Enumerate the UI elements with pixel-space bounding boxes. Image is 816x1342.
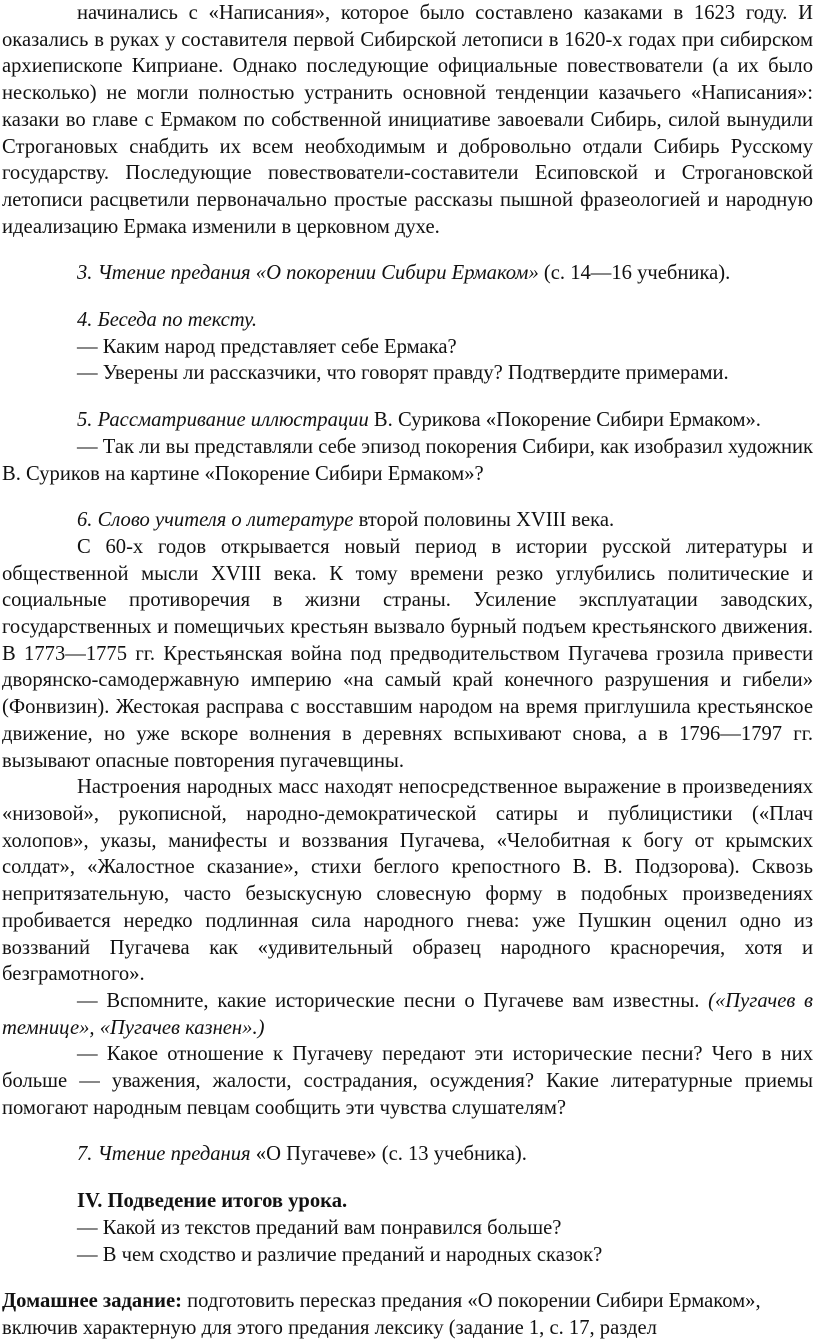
- item-7-rest: «О Пугачеве» (с. 13 учебника).: [250, 1143, 527, 1166]
- item-5-rest: В. Сурикова «Покорение Сибири Ермаком».: [368, 409, 761, 432]
- item-6-paragraph-1: С 60-х годов открывается новый период в истории русской литературы и общественной мысли XVIII века. К тому времени резко углубились политические и социальные противоречия в жизни страны. Усиление эксплуатации заводских, государственных и помещичьих крестьян вызвало бурный подъем крестьянского движения. В 1773—1775 гг. Крестьянская война под предводительством Пугачева грозила привести дворянско-самодержавную империю «на самый край конечного разрушения и гибели» (Фонвизин). Жестокая расправа с восставшим народом на время приглушила крестьянское движение, но уже вскоре волнения в деревнях вспыхивают снова, а в 1796—1797 гг. вызывают опасные повторения пугачевщины.: [2, 535, 813, 772]
- item-3-pages: (с. 14—16 учебника).: [538, 262, 731, 285]
- item-6: [2, 507, 813, 534]
- homework: [2, 1288, 813, 1341]
- item-5-title: 5. Рассматривание иллюстрации: [77, 409, 369, 432]
- item-3-title: 3. Чтение предания «О покорении Сибири Ермаком»: [77, 262, 539, 285]
- item-4-question-2: — Уверены ли рассказчики, что говорят правду? Подтвердите примерами.: [77, 362, 729, 385]
- item-6-question-2: — Какое отношение к Пугачеву передают эти исторические песни? Чего в них больше — уважения, жалости, сострадания, осуждения? Какие литературные приемы помогают народным певцам сообщить эти чувства слушателям?: [2, 1043, 813, 1119]
- item-6-question-1-songs: («Пугачев в темнице», «Пугачев казнен».): [2, 989, 813, 1039]
- item-3: [2, 260, 813, 287]
- item-4-question-1: — Каким народ представляет себе Ермака?: [77, 335, 457, 358]
- homework-label: Домашнее задание:: [2, 1290, 182, 1313]
- item-6-paragraph-2: Настроения народных масс находят непосредственное выражение в произведениях «низовой», рукописной, народно-демократической сатиры и публицистики («Плач холопов», указы, манифесты и воззвания Пугачева, «Челобитная к богу от крымских солдат», «Жалостное сказание», стихи беглого крепостного В. В. Подзорова). Сквозь непритязательную, часто безыскусную словесную форму в подобных произведениях пробивается нередко подлинная сила народного гнева: уже Пушкин оценил одно из воззваний Пугачева как «удивительный образец народного красноречия, хотя и безграмотного».: [2, 776, 813, 986]
- section-4-question-2: — В чем сходство и различие преданий и народных сказок?: [77, 1243, 603, 1266]
- section-4-question-1: — Какой из текстов преданий вам понравился больше?: [77, 1216, 562, 1239]
- homework-text: подготовить пересказ предания «О покорении Сибири Ермаком», включив характерную для этого предания лексику (задание 1, с. 17, раздел: [2, 1290, 761, 1339]
- item-7: [2, 1141, 813, 1168]
- item-6-title: 6. Слово учителя о литературе: [77, 509, 354, 532]
- item-5-question: — Так ли вы представляли себе эпизод покорения Сибири, как изобразил художник В. Суриков на картине «Покорение Сибири Ермаком»?: [2, 435, 813, 485]
- section-4-heading: IV. Подведение итогов урока.: [77, 1190, 348, 1213]
- item-6-rest: второй половины XVIII века.: [353, 509, 615, 532]
- item-7-title: 7. Чтение предания: [77, 1143, 251, 1166]
- item-5: [2, 407, 813, 434]
- intro-paragraph: начинались с «Написания», которое было составлено казаками в 1623 году. И оказались в руках у составителя первой Сибирской летописи в 1620-х годах при сибирском архиепископе Киприане. Однако последующие официальные повествователи (а их было несколько) не могли полностью устранить основной тенденции казачьего «Написания»: казаки во главе с Ермаком по собственной инициативе завоевали Сибирь, силой вынудили Строгановых снабдить их всем необходимым и добровольно отдали Сибирь Русскому государству. Последующие повествователи-составители Есиповской и Строгановской летописи расцветили первоначально простые рассказы пышной фразеологией и народную идеализацию Ермака изменили в церковном духе.: [2, 2, 813, 238]
- item-4-title: 4. Беседа по тексту.: [77, 309, 258, 332]
- item-6-question-1: — Вспомните, какие исторические песни о Пугачеве вам известны. («Пугачев в темнице», «Пугачев казнен».): [2, 989, 813, 1039]
